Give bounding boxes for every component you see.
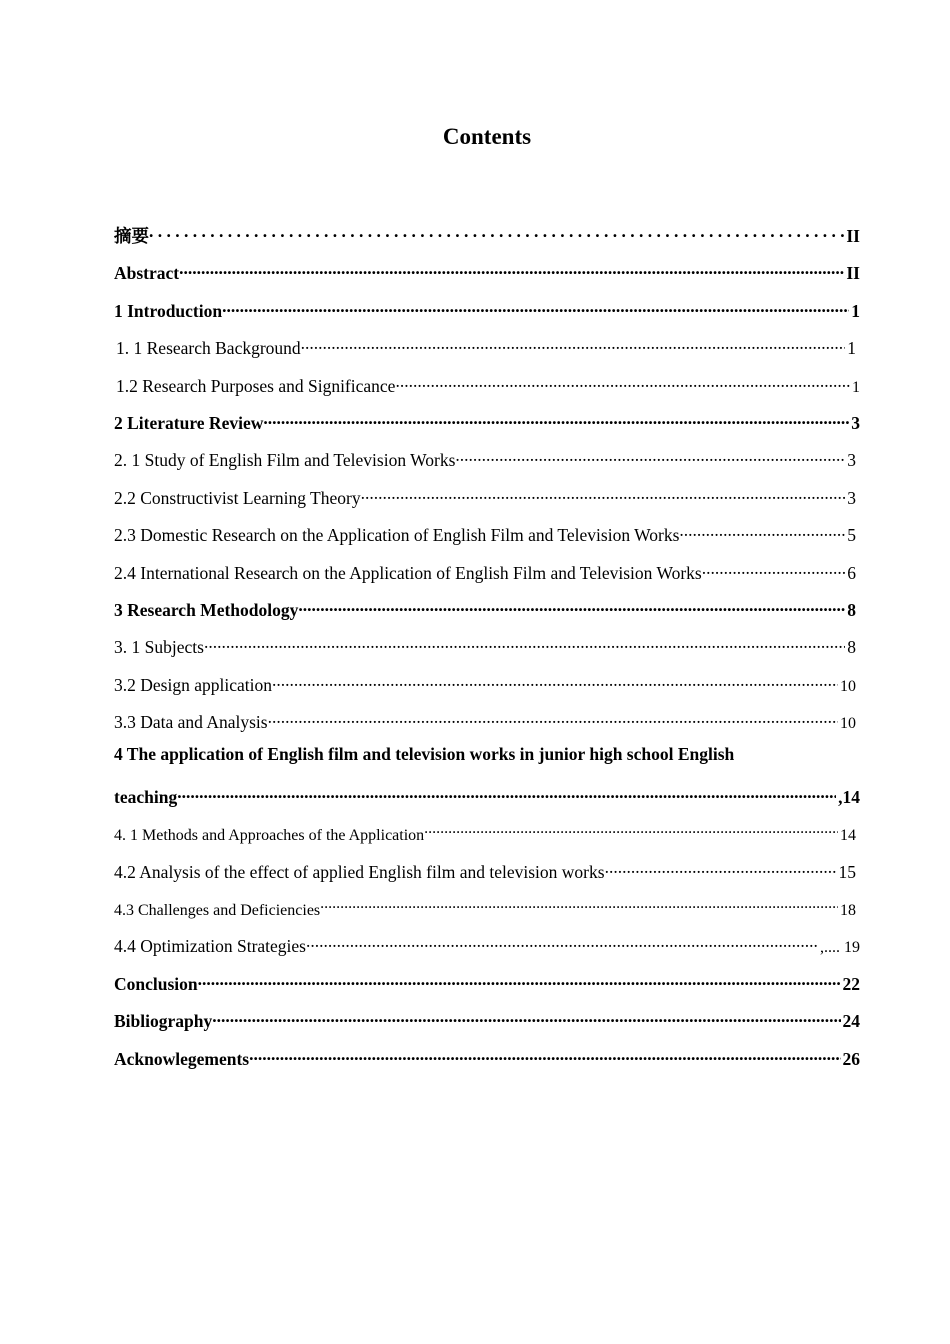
toc-entry-label: Abstract bbox=[114, 263, 180, 284]
toc-entry-page: 18 bbox=[840, 902, 856, 920]
toc-entry-label-line2: teaching bbox=[114, 786, 178, 807]
toc-entry-page: II bbox=[846, 263, 860, 284]
toc-entry-page: 8 bbox=[847, 599, 856, 620]
toc-entry-page: 5 bbox=[847, 525, 856, 546]
toc-entry-label: 2.2 Constructivist Learning Theory bbox=[114, 487, 361, 508]
toc-leader-dots bbox=[298, 594, 845, 616]
toc-entry-label: 1 Introduction bbox=[114, 300, 223, 321]
toc-entry-subjects[interactable] bbox=[114, 625, 860, 662]
toc-entry-page: ,14 bbox=[838, 786, 860, 807]
toc-entry-design-application[interactable] bbox=[114, 663, 860, 700]
toc-entry-application-heading-cont[interactable] bbox=[114, 775, 860, 812]
toc-entry-label: 1. 1 Research Background bbox=[116, 338, 301, 359]
page-title: Contents bbox=[442, 124, 532, 149]
toc-entry-data-analysis[interactable] bbox=[114, 700, 860, 737]
toc-entry-label: 3. 1 Subjects bbox=[114, 637, 204, 658]
toc-leader-dots bbox=[424, 818, 838, 840]
toc-entry-domestic-research[interactable] bbox=[114, 513, 860, 550]
toc-entry-label: 4.3 Challenges and Deficiencies bbox=[114, 902, 321, 920]
toc-entry-page: 1 bbox=[851, 300, 860, 321]
toc-entry-analysis-effect[interactable] bbox=[114, 850, 860, 887]
toc-leader-dots bbox=[679, 519, 845, 541]
toc-entry-page: 3 bbox=[847, 487, 856, 508]
toc-leader-dots bbox=[361, 482, 846, 504]
toc-entry-study-film-tv[interactable] bbox=[114, 438, 860, 475]
toc-entry-label: 1.2 Research Purposes and Significance bbox=[116, 375, 396, 396]
toc-entry-label: 2. 1 Study of English Film and Television Works bbox=[114, 450, 456, 471]
toc-entry-page: 3 bbox=[847, 450, 856, 471]
toc-entry-abstract[interactable] bbox=[114, 251, 860, 288]
toc-leader-dots bbox=[179, 257, 844, 279]
toc-entry-label: 2.3 Domestic Research on the Application of English Film and Television Works bbox=[114, 525, 680, 546]
toc-entry-abstract-chinese[interactable] bbox=[114, 214, 860, 251]
toc-entry-label: Bibliography bbox=[114, 1011, 213, 1032]
toc-entry-label: Conclusion bbox=[114, 973, 198, 994]
toc-entry-label: 3.2 Design application bbox=[114, 674, 272, 695]
toc-entry-page: 22 bbox=[842, 973, 860, 994]
toc-leader-dots bbox=[395, 370, 850, 392]
toc-entry-label: 4.2 Analysis of the effect of applied English film and television works bbox=[114, 861, 605, 882]
toc-leader-dots bbox=[263, 407, 849, 429]
toc-entry-introduction[interactable] bbox=[114, 289, 860, 326]
table-of-contents bbox=[114, 214, 860, 1074]
toc-entry-page: 6 bbox=[847, 562, 856, 583]
toc-entry-page: 24 bbox=[842, 1011, 860, 1032]
toc-leader-dots bbox=[605, 856, 837, 878]
toc-leader-dots bbox=[212, 1005, 840, 1027]
toc-leader-dots bbox=[306, 930, 818, 952]
toc-entry-label: 3.3 Data and Analysis bbox=[114, 712, 268, 733]
toc-leader-dots bbox=[320, 893, 838, 915]
toc-entry-literature-review[interactable] bbox=[114, 401, 860, 438]
toc-leader-dots bbox=[268, 706, 838, 728]
toc-entry-international-research[interactable] bbox=[114, 551, 860, 588]
toc-leader-dots bbox=[204, 631, 845, 653]
toc-entry-page: 10 bbox=[840, 715, 856, 733]
toc-entry-research-methodology[interactable] bbox=[114, 588, 860, 625]
toc-entry-page: 26 bbox=[842, 1048, 860, 1069]
toc-entry-page: 15 bbox=[838, 861, 856, 882]
toc-entry-label: Acknowlegements bbox=[114, 1048, 250, 1069]
toc-entry-page: 3 bbox=[851, 412, 860, 433]
toc-entry-label-line1: 4 The application of English film and television works in junior high school English bbox=[114, 744, 735, 765]
toc-entry-page: 10 bbox=[840, 677, 856, 695]
toc-entry-application-heading[interactable] bbox=[114, 737, 860, 774]
toc-leader-dots bbox=[249, 1043, 840, 1065]
toc-entry-optimization[interactable] bbox=[114, 924, 860, 961]
toc-entry-page: 8 bbox=[847, 637, 856, 658]
toc-entry-constructivist-theory[interactable] bbox=[114, 476, 860, 513]
toc-leader-dots bbox=[198, 968, 841, 990]
toc-entry-label: 4.4 Optimization Strategies bbox=[114, 936, 306, 957]
toc-entry-bibliography[interactable] bbox=[114, 999, 860, 1036]
toc-entry-research-background[interactable] bbox=[114, 326, 860, 363]
toc-entry-challenges[interactable] bbox=[114, 887, 860, 924]
toc-entry-research-purposes[interactable] bbox=[114, 364, 860, 401]
toc-entry-label: 2.4 International Research on the Application of English Film and Television Works bbox=[114, 562, 702, 583]
toc-leader-dots bbox=[177, 781, 836, 803]
toc-entry-page: 1 bbox=[852, 378, 860, 396]
toc-leader-dots bbox=[455, 444, 845, 466]
toc-entry-methods-approaches[interactable] bbox=[114, 812, 860, 849]
toc-leader-dots bbox=[222, 295, 849, 317]
toc-leader-dots bbox=[301, 332, 846, 354]
toc-entry-page: 1 bbox=[847, 338, 856, 359]
toc-entry-label: 2 Literature Review bbox=[114, 412, 264, 433]
toc-entry-page: 14 bbox=[840, 827, 856, 845]
toc-leader-dots bbox=[149, 220, 844, 242]
toc-leader-dots bbox=[702, 557, 846, 579]
toc-entry-page: II bbox=[846, 226, 860, 246]
toc-entry-label: 摘要 bbox=[114, 226, 149, 246]
toc-entry-conclusion[interactable] bbox=[114, 962, 860, 999]
toc-entry-acknowledgements[interactable] bbox=[114, 1037, 860, 1074]
toc-entry-label: 4. 1 Methods and Approaches of the Application bbox=[114, 827, 425, 845]
toc-leader-dots bbox=[272, 669, 838, 691]
toc-entry-page: ,.... 19 bbox=[820, 939, 860, 957]
toc-entry-label: 3 Research Methodology bbox=[114, 599, 299, 620]
